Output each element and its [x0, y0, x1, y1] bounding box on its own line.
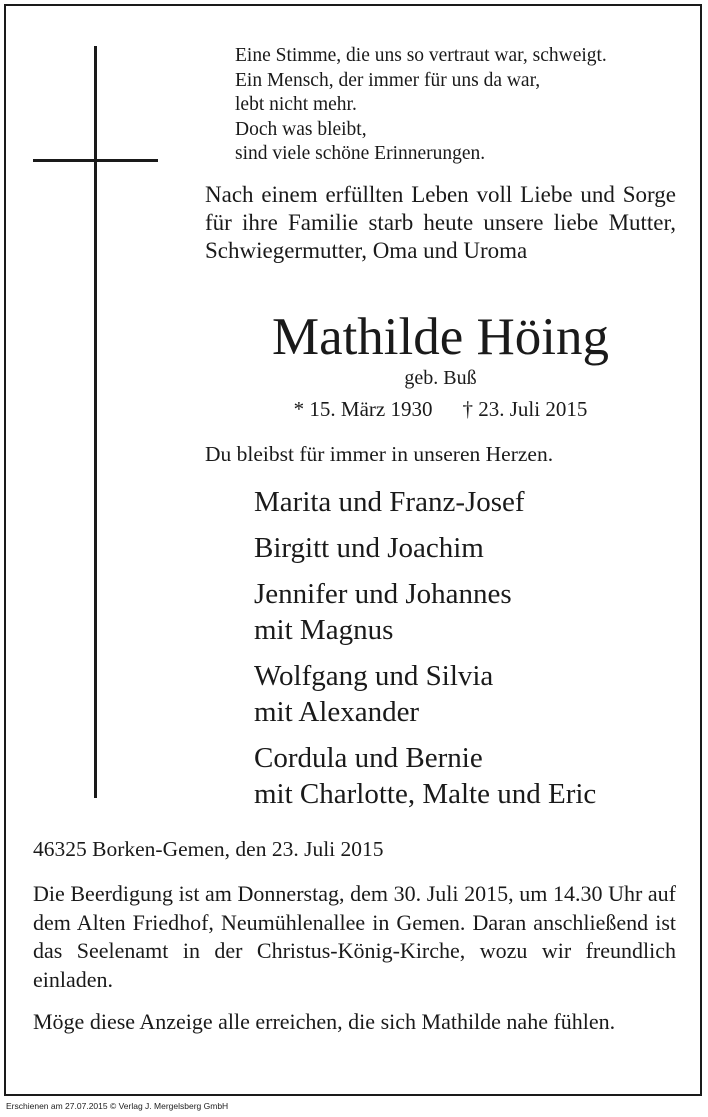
- poem-line: Eine Stimme, die uns so vertraut war, schweigt.: [235, 45, 607, 66]
- family-group: [254, 576, 596, 648]
- family-line: mit Charlotte, Malte und Eric: [254, 778, 597, 810]
- family-line: mit Magnus: [254, 614, 394, 646]
- family-group: [254, 484, 596, 520]
- closing-text: Möge diese Anzeige alle erreichen, die sich Mathilde nahe fühlen.: [33, 1009, 616, 1034]
- intro-text: Nach einem erfüllten Leben voll Liebe und Sorge für ihre Familie starb heute unsere liebe Mutter, Schwiegermutter, Oma und Uroma: [205, 182, 676, 263]
- funeral-info: Die Beerdigung ist am Donnerstag, dem 30. Juli 2015, um 14.30 Uhr auf dem Alten Friedhof, Neumühlenallee in Gemen. Daran anschließend ist das Seelenamt in der Christus-König-Kirche, wozu wir freundlich einladen.: [33, 881, 676, 992]
- place-date: 46325 Borken-Gemen, den 23. Juli 2015: [33, 837, 384, 861]
- poem-line: lebt nicht mehr.: [235, 94, 357, 115]
- family-group: [254, 530, 596, 566]
- motto: Du bleibst für immer in unseren Herzen.: [205, 442, 554, 466]
- family-line: Jennifer und Johannes: [254, 578, 512, 610]
- poem: [235, 44, 607, 167]
- family-line: Marita und Franz-Josef: [254, 486, 525, 518]
- poem-line: sind viele schöne Erinnerungen.: [235, 143, 486, 164]
- deceased-name: Mathilde Höing: [271, 308, 610, 366]
- family-group: [254, 740, 596, 812]
- family-list: [254, 484, 596, 822]
- birth-date: * 15. März 1930: [293, 397, 433, 421]
- family-line: Birgitt und Joachim: [254, 532, 484, 564]
- death-date: † 23. Juli 2015: [462, 397, 588, 421]
- family-group: [254, 658, 596, 730]
- life-dates: [205, 396, 676, 422]
- family-line: mit Alexander: [254, 696, 420, 728]
- publication-footer: Erschienen am 27.07.2015 © Verlag J. Mergelsberg GmbH: [6, 1101, 229, 1111]
- family-line: Wolfgang und Silvia: [254, 660, 494, 692]
- cross-icon-bar: [33, 159, 158, 162]
- poem-line: Ein Mensch, der immer für uns da war,: [235, 69, 541, 91]
- maiden-name: geb. Buß: [404, 367, 477, 389]
- poem-line: Doch was bleibt,: [235, 118, 367, 140]
- family-line: Cordula und Bernie: [254, 742, 483, 774]
